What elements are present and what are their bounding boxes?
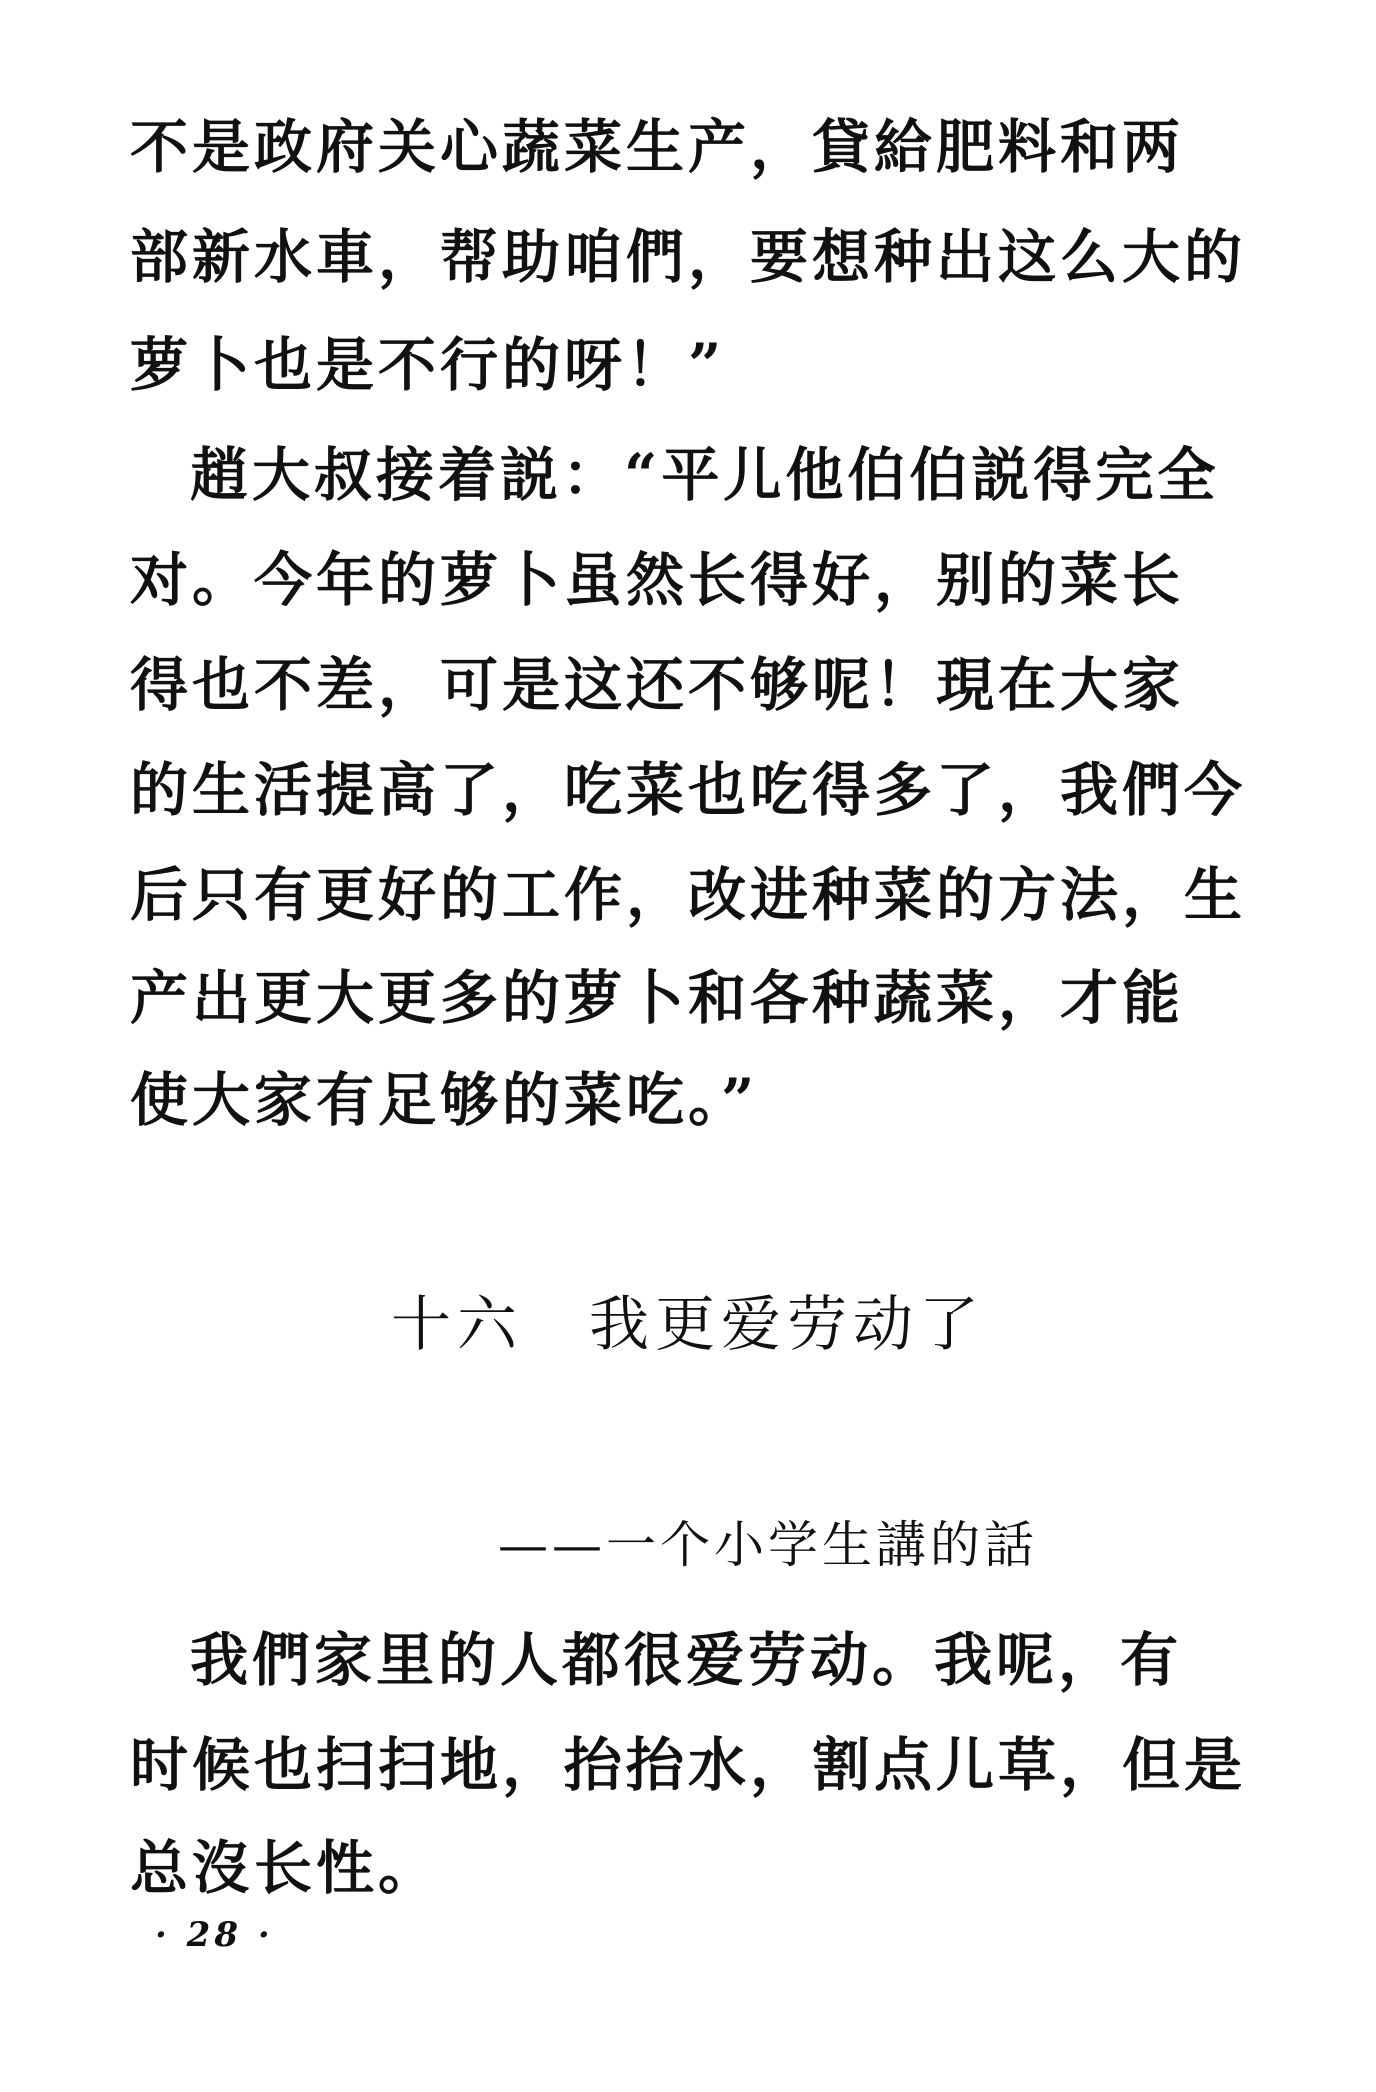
paragraph2-line-6: 产出更大更多的萝卜和各种蔬菜，才能 xyxy=(130,964,1185,1032)
paragraph2-line-1: 趙大叔接着説：“平儿他伯伯説得完全 xyxy=(190,441,1220,509)
paragraph2-line-2: 对。今年的萝卜虽然长得好，别的菜长 xyxy=(130,546,1185,614)
paragraph2-line-7: 使大家有足够的菜吃。” xyxy=(130,1066,759,1134)
paragraph3-line-2: 时候也扫扫地，抬抬水，割点儿草，但是 xyxy=(130,1731,1247,1799)
paragraph3-line-3: 总沒长性。 xyxy=(130,1834,441,1902)
chapter-title: 十六 我更爱劳动了 xyxy=(391,1290,985,1360)
paragraph2-line-5: 后只有更好的工作，改进种菜的方法，生 xyxy=(130,861,1247,929)
paragraph1-line-1: 不是政府关心蔬菜生产，貸給肥料和两 xyxy=(130,113,1185,181)
paragraph1-line-3: 萝卜也是不行的呀！” xyxy=(130,331,726,399)
paragraph2-line-4: 的生活提高了，吃菜也吃得多了，我們今 xyxy=(130,756,1247,824)
paragraph3-line-1: 我們家里的人都很爱劳动。我呢，有 xyxy=(190,1626,1183,1694)
chapter-subtitle: ——一个小学生講的話 xyxy=(498,1516,1038,1574)
paragraph2-line-3: 得也不差，可是这还不够呢！現在大家 xyxy=(130,651,1185,719)
paragraph1-line-2: 部新水車，帮助咱們，要想种出这么大的 xyxy=(130,223,1247,291)
page-number: · 28 · xyxy=(155,1915,274,1955)
